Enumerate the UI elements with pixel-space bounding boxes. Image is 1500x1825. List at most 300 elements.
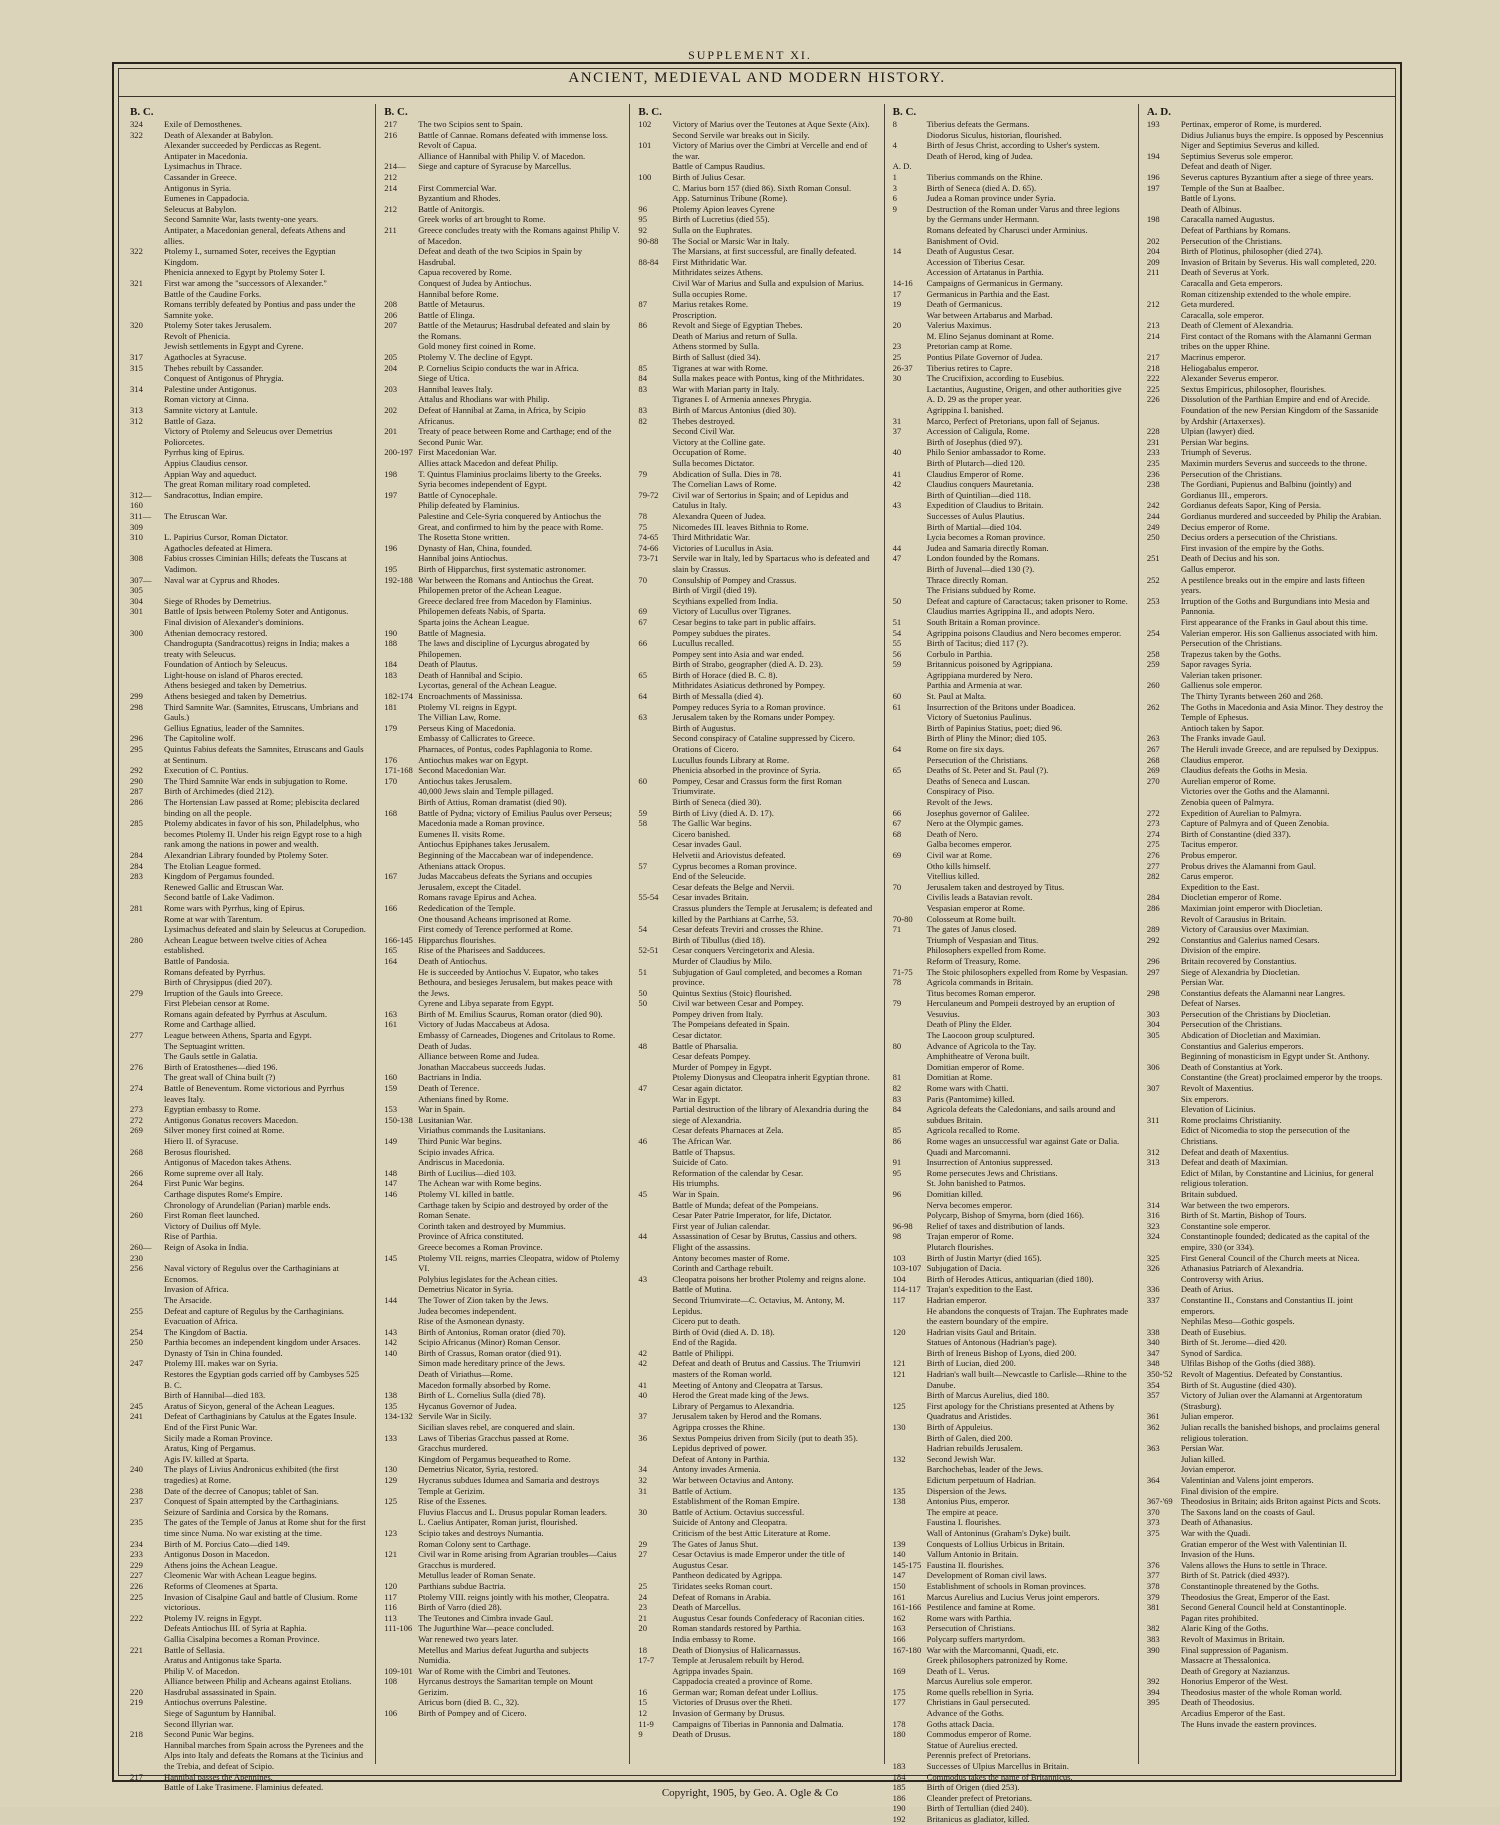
entry-year bbox=[893, 1517, 927, 1528]
entry-year bbox=[130, 1051, 164, 1062]
entry-year bbox=[384, 1242, 418, 1253]
entry-text: Birth of St. Augustine (died 430). bbox=[1180, 1379, 1297, 1390]
entry-text: Polycarp suffers martyrdom. bbox=[926, 1633, 1026, 1644]
history-entry bbox=[384, 723, 621, 734]
entry-text: Romans terribly defeated by Pontius and pass under the Samnite yoke. bbox=[164, 299, 356, 320]
entry-year bbox=[130, 447, 164, 458]
history-entry bbox=[893, 892, 1130, 903]
entry-year bbox=[893, 490, 927, 501]
history-entry bbox=[130, 1570, 367, 1581]
entry-year: 283 bbox=[130, 871, 143, 882]
history-entry bbox=[638, 617, 875, 628]
entry-text: The African War. bbox=[672, 1136, 732, 1146]
history-entry bbox=[638, 1094, 875, 1105]
entry-text: Sulla makes peace with Pontus, king of the Mithridates. bbox=[672, 373, 865, 384]
history-entry bbox=[384, 490, 621, 501]
history-entry bbox=[893, 193, 1130, 204]
entry-year: 11-9 bbox=[638, 1718, 654, 1729]
history-entry bbox=[1147, 967, 1384, 978]
entry-year bbox=[638, 1221, 672, 1232]
entry-text: The Villian Law, Rome. bbox=[418, 712, 501, 723]
entry-text: Battle of Pandosia. bbox=[164, 955, 230, 966]
history-entry bbox=[893, 1327, 1130, 1338]
history-entry bbox=[638, 1104, 875, 1125]
entry-text: The Etolian League formed. bbox=[164, 860, 261, 871]
entry-year: 9 bbox=[638, 1729, 643, 1740]
entry-year bbox=[130, 1655, 164, 1666]
entry-text: Rise of the Essenes. bbox=[418, 1496, 487, 1507]
entry-year: 60 bbox=[638, 775, 647, 786]
entry-year bbox=[384, 967, 418, 999]
entry-year bbox=[384, 744, 418, 755]
history-entry bbox=[638, 1041, 875, 1052]
entry-year bbox=[638, 956, 672, 967]
entry-text: Battle of the Caudine Forks. bbox=[164, 288, 262, 299]
history-entry bbox=[893, 1041, 1130, 1052]
history-entry bbox=[1147, 522, 1384, 533]
history-entry bbox=[1147, 1676, 1384, 1687]
entry-year: 139 bbox=[892, 1538, 906, 1549]
era-heading: A. D. bbox=[1146, 106, 1171, 118]
entry-year: 298 bbox=[130, 701, 143, 712]
entry-year: 182-174 bbox=[384, 691, 413, 702]
entry-text: Battle of Cannae. Romans defeated with immense loss. bbox=[418, 129, 608, 140]
history-entry bbox=[130, 871, 367, 882]
entry-year bbox=[893, 839, 927, 850]
history-entry bbox=[1147, 1210, 1384, 1221]
history-entry bbox=[1147, 1051, 1384, 1062]
history-entry bbox=[638, 1390, 875, 1401]
entry-year bbox=[893, 1443, 927, 1454]
entry-text: Lusitanian War. bbox=[418, 1114, 473, 1125]
history-entry bbox=[638, 543, 875, 554]
history-entry bbox=[893, 532, 1130, 543]
entry-year bbox=[384, 1157, 418, 1168]
history-entry bbox=[384, 246, 621, 267]
history-entry bbox=[130, 1136, 367, 1147]
history-entry bbox=[130, 638, 367, 659]
entry-year: 322 bbox=[130, 246, 143, 257]
history-entry bbox=[130, 1242, 367, 1263]
history-entry bbox=[893, 1570, 1130, 1581]
entry-year bbox=[130, 225, 164, 246]
entry-year bbox=[130, 998, 164, 1009]
history-entry bbox=[130, 479, 367, 490]
entry-text: Carthage taken by Scipio and destroyed by order of the Roman Senate. bbox=[418, 1199, 608, 1221]
entry-year: 301 bbox=[130, 606, 143, 617]
history-entry bbox=[893, 1772, 1130, 1783]
entry-year bbox=[130, 638, 164, 659]
entry-year bbox=[638, 183, 672, 194]
history-entry bbox=[638, 712, 875, 723]
entry-text: Birth of Seneca (died A. D. 65). bbox=[926, 182, 1037, 193]
history-entry bbox=[384, 1443, 621, 1454]
entry-year bbox=[893, 1200, 927, 1211]
history-entry bbox=[130, 341, 367, 352]
entry-text: One thousand Acheans imprisoned at Rome. bbox=[418, 913, 571, 924]
entry-year: 282 bbox=[1146, 871, 1160, 882]
history-entry bbox=[130, 818, 367, 850]
entry-year bbox=[384, 1422, 418, 1433]
entry-text: Reformation of the calendar by Cesar. bbox=[672, 1167, 804, 1178]
entry-year bbox=[893, 1306, 927, 1327]
entry-year bbox=[638, 331, 672, 342]
history-entry bbox=[1147, 1464, 1384, 1475]
entry-text: Invasion of the Huns. bbox=[1180, 1549, 1255, 1560]
history-entry bbox=[893, 1306, 1130, 1327]
entry-year: 179 bbox=[384, 722, 398, 733]
entry-year bbox=[893, 1348, 927, 1359]
history-entry bbox=[384, 691, 621, 702]
entry-text: Probus drives the Alamanni from Gaul. bbox=[1180, 860, 1316, 871]
entry-text: Bactrians in India. bbox=[418, 1072, 482, 1083]
history-entry bbox=[384, 1613, 621, 1624]
entry-text: Third Mithridatic War. bbox=[672, 532, 751, 543]
entry-year: 91 bbox=[892, 1157, 902, 1168]
entry-text: Successes of Aulus Plautius. bbox=[926, 510, 1025, 521]
entry-year bbox=[1147, 1274, 1181, 1285]
history-entry bbox=[893, 1433, 1130, 1444]
entry-text: Cleander prefect of Pretorians. bbox=[926, 1792, 1033, 1803]
entry-year: 214 bbox=[1146, 330, 1160, 341]
entry-text: Scipio Africanus (Minor) Roman Censor. bbox=[418, 1337, 561, 1348]
entry-year: 202 bbox=[384, 405, 398, 416]
history-entry bbox=[638, 532, 875, 543]
entry-year bbox=[130, 204, 164, 215]
entry-year: 56 bbox=[892, 648, 902, 659]
entry-text: Dissolution of the Parthian Empire and end of Arecide. bbox=[1180, 394, 1371, 405]
entry-text: Accession of Caligula, Rome. bbox=[926, 426, 1030, 437]
entry-year: 166 bbox=[892, 1633, 906, 1644]
entry-text: Victory of Marius over the Cimbri at Vercelle and end of the war. bbox=[672, 140, 868, 161]
history-entry bbox=[638, 119, 875, 130]
entry-text: Birth of Marcus Antonius (died 30). bbox=[672, 405, 797, 416]
history-entry bbox=[1147, 1687, 1384, 1698]
history-entry bbox=[130, 628, 367, 639]
history-entry bbox=[1147, 649, 1384, 660]
entry-text: Valens allows the Huns to settle in Thrace. bbox=[1180, 1559, 1328, 1570]
entry-text: Hannibal before Rome. bbox=[418, 288, 499, 299]
entry-text: Capua recovered by Rome. bbox=[418, 267, 512, 278]
history-entry bbox=[384, 193, 621, 204]
entry-text: Philosophers expelled from Rome. bbox=[926, 945, 1046, 956]
entry-text: War with Marian party in Italy. bbox=[672, 383, 780, 394]
entry-year bbox=[384, 1041, 418, 1052]
history-entry bbox=[384, 1422, 621, 1433]
entry-year: 161 bbox=[892, 1591, 906, 1602]
entry-year: 269 bbox=[1146, 765, 1160, 776]
history-entry bbox=[130, 447, 367, 458]
entry-year bbox=[638, 394, 672, 405]
history-entry bbox=[130, 1411, 367, 1422]
history-entry bbox=[638, 1475, 875, 1486]
entry-year bbox=[1147, 1041, 1181, 1052]
entry-year bbox=[1147, 638, 1181, 649]
entry-year: 323 bbox=[1146, 1220, 1160, 1231]
entry-year: 289 bbox=[1146, 924, 1160, 935]
history-entry bbox=[893, 723, 1130, 734]
entry-year bbox=[1147, 617, 1181, 628]
entry-text: Aratus of Sicyon, general of the Achean Leagues. bbox=[164, 1400, 335, 1411]
entry-year bbox=[130, 670, 164, 681]
history-entry bbox=[893, 702, 1130, 713]
history-entry bbox=[638, 659, 875, 670]
entry-text: Sicily made a Roman Province. bbox=[164, 1432, 273, 1443]
entry-text: Decius emperor of Rome. bbox=[1180, 521, 1270, 532]
history-entry bbox=[638, 363, 875, 374]
entry-year bbox=[638, 1210, 672, 1221]
entry-text: Defeat and capture of Caractacus; taken prisoner to Rome. bbox=[926, 595, 1128, 606]
entry-text: T. Quintus Flaminius proclaims liberty to the Greeks. bbox=[418, 468, 602, 479]
history-entry bbox=[893, 373, 1130, 384]
history-entry bbox=[893, 967, 1130, 978]
entry-text: Defeat and death of Maxentius. bbox=[1180, 1146, 1289, 1157]
entry-text: Allies attack Macedon and defeat Philip. bbox=[418, 458, 559, 468]
entry-text: War between the Romans and Antiochus the Great. bbox=[418, 574, 594, 585]
history-entry bbox=[893, 204, 1130, 225]
entry-text: Second battle of Lake Vadimon. bbox=[164, 892, 275, 903]
entry-text: Death of Nero. bbox=[926, 828, 978, 839]
entry-text: Judea becomes independent. bbox=[418, 1305, 517, 1316]
entry-year: 95 bbox=[892, 1167, 902, 1178]
history-entry bbox=[384, 1221, 621, 1232]
entry-text: Marcus Aurelius and Lucius Verus joint emperors. bbox=[926, 1591, 1100, 1602]
entry-year: 325 bbox=[1146, 1252, 1160, 1263]
history-entry bbox=[384, 1253, 621, 1274]
entry-year: 312 bbox=[130, 415, 143, 426]
entry-year: 231 bbox=[1146, 436, 1160, 447]
entry-text: The Teutones and Cimbra invade Gaul. bbox=[418, 1612, 553, 1623]
entry-text: Diocletian emperor of Rome. bbox=[1180, 892, 1282, 903]
history-entry bbox=[893, 733, 1130, 744]
entry-year bbox=[893, 1433, 927, 1444]
entry-text: Romans defeated by Pyrrhus. bbox=[164, 966, 266, 977]
entry-text: Antonius Pius, emperor. bbox=[926, 1496, 1010, 1507]
entry-text: Birth of St. Martin, Bishop of Tours. bbox=[1180, 1210, 1307, 1221]
entry-text: Antony invades Armenia. bbox=[672, 1464, 761, 1475]
history-entry bbox=[638, 1676, 875, 1687]
entry-text: Battle of Pharsalia. bbox=[672, 1040, 739, 1051]
entry-text: Birth of Lucretius (died 55). bbox=[672, 214, 770, 225]
entry-text: Athens joins the Achean League. bbox=[164, 1559, 278, 1570]
history-entry bbox=[384, 712, 621, 723]
history-entry bbox=[638, 575, 875, 586]
history-entry bbox=[384, 892, 621, 903]
entry-year: 50 bbox=[638, 998, 647, 1009]
entry-year: 64 bbox=[638, 691, 647, 702]
history-entry bbox=[638, 1623, 875, 1634]
history-entry bbox=[384, 861, 621, 872]
entry-year: 324 bbox=[1146, 1231, 1160, 1242]
history-entry bbox=[130, 776, 367, 787]
entry-year: 277 bbox=[1146, 860, 1160, 871]
entry-year: 134-132 bbox=[384, 1411, 413, 1422]
history-entry bbox=[130, 786, 367, 797]
entry-year: 70-80 bbox=[892, 913, 913, 924]
history-entry bbox=[384, 469, 621, 480]
entry-year: 255 bbox=[130, 1305, 143, 1316]
history-entry bbox=[130, 670, 367, 681]
entry-text: Cesar invades Britain. bbox=[672, 892, 749, 903]
history-entry bbox=[893, 585, 1130, 596]
entry-text: Birth of Justin Martyr (died 165). bbox=[926, 1252, 1042, 1263]
entry-year: 88-84 bbox=[638, 256, 659, 267]
entry-text: Agricola recalled to Rome. bbox=[926, 1125, 1020, 1136]
entry-text: Valerius Maximus. bbox=[926, 320, 992, 331]
history-entry bbox=[638, 1221, 875, 1232]
entry-text: Successes of Ulpius Marcellus in Britain. bbox=[926, 1761, 1069, 1772]
history-entry bbox=[384, 1348, 621, 1359]
entry-year: 75 bbox=[638, 521, 647, 532]
entry-year: 364 bbox=[1146, 1475, 1160, 1485]
entry-text: Marcus Aurelius sole emperor. bbox=[926, 1676, 1033, 1687]
entry-text: Lycortas, general of the Achean League. bbox=[418, 680, 557, 691]
entry-year: 249 bbox=[1146, 521, 1160, 532]
entry-text: Constantine sole emperor. bbox=[1180, 1220, 1271, 1231]
entry-text: Gallienus sole emperor. bbox=[1180, 680, 1263, 691]
entry-year bbox=[130, 373, 164, 384]
entry-year bbox=[893, 522, 927, 533]
entry-text: Edictum perpetuum of Hadrian. bbox=[926, 1475, 1036, 1485]
entry-text: First Macedonian War. bbox=[418, 447, 497, 458]
entry-text: Agathocles at Syracuse. bbox=[164, 352, 247, 363]
history-entry bbox=[638, 1655, 875, 1666]
entry-text: Battle of Philippi. bbox=[672, 1347, 734, 1358]
history-entry bbox=[638, 1549, 875, 1570]
entry-text: Agrippina I. banished. bbox=[926, 405, 1004, 416]
entry-year: A. D. bbox=[892, 161, 912, 172]
entry-year bbox=[638, 267, 672, 278]
history-entry bbox=[893, 1094, 1130, 1105]
entry-year: 308 bbox=[130, 553, 143, 564]
entry-year bbox=[130, 1666, 164, 1677]
entry-text: Gallia Cisalpina becomes a Roman Province. bbox=[164, 1633, 320, 1644]
history-entry bbox=[893, 988, 1130, 999]
history-entry bbox=[1147, 1030, 1384, 1041]
entry-text: Hannibal leaves Italy. bbox=[418, 383, 493, 394]
history-entry bbox=[130, 1539, 367, 1550]
entry-text: Restores the Egyptian gods carried off by Cambyses 525 B. C. bbox=[164, 1369, 360, 1390]
history-entry bbox=[130, 151, 367, 162]
entry-year bbox=[384, 1221, 418, 1232]
history-entry bbox=[384, 1041, 621, 1052]
history-entry bbox=[638, 638, 875, 649]
entry-text: The Crucifixion, according to Eusebius. bbox=[926, 373, 1065, 384]
entry-year: 277 bbox=[130, 1030, 143, 1041]
history-entry bbox=[1147, 447, 1384, 458]
entry-year: 165 bbox=[384, 945, 398, 956]
entry-text: Death of Alexander at Babylon. bbox=[164, 129, 274, 140]
entry-text: Birth of Pliny the Minor; died 105. bbox=[926, 733, 1047, 744]
history-entry bbox=[638, 1517, 875, 1528]
history-entry bbox=[893, 1507, 1130, 1518]
history-entry bbox=[638, 172, 875, 183]
entry-year bbox=[1147, 130, 1181, 151]
history-entry bbox=[1147, 935, 1384, 946]
entry-year bbox=[130, 1708, 164, 1719]
entry-year bbox=[893, 1210, 927, 1221]
entry-year bbox=[638, 447, 672, 458]
entry-text: Victories over the Goths and the Alamanni. bbox=[1180, 786, 1330, 797]
entry-text: Hycanus Governor of Judea. bbox=[418, 1400, 517, 1411]
entry-year bbox=[384, 246, 418, 267]
history-entry bbox=[130, 543, 367, 554]
history-entry bbox=[384, 1666, 621, 1677]
entry-text: Agricola commands in Britain. bbox=[926, 977, 1034, 988]
history-entry bbox=[638, 606, 875, 617]
entry-text: End of the Ragida. bbox=[672, 1337, 737, 1348]
entry-year: 23 bbox=[638, 1602, 647, 1613]
entry-text: Herculaneum and Pompeii destroyed by an eruption of Vesuvius. bbox=[926, 998, 1115, 1019]
entry-text: Victory of Marius over the Teutones at Aque Sexte (Aix). bbox=[672, 119, 870, 129]
history-entry bbox=[893, 352, 1130, 363]
entry-year: 78 bbox=[892, 977, 902, 988]
history-entry bbox=[1147, 924, 1384, 935]
entry-text: Cleomenic War with Achean League begins. bbox=[164, 1570, 317, 1581]
history-entry bbox=[384, 341, 621, 352]
entry-year: 74-66 bbox=[638, 542, 659, 553]
history-entry bbox=[893, 945, 1130, 956]
entry-text: Orations of Cicero. bbox=[672, 744, 739, 755]
entry-text: Rome wars with Parthia. bbox=[926, 1612, 1012, 1623]
entry-text: The great Roman military road completed. bbox=[164, 479, 311, 490]
history-entry bbox=[130, 1433, 367, 1444]
entry-text: Augustus Cesar founds Confederacy of Raconian cities. bbox=[672, 1612, 865, 1623]
entry-year: 229 bbox=[130, 1559, 143, 1570]
entry-text: Final division of Alexander's dominions. bbox=[164, 616, 304, 627]
history-entry bbox=[130, 1062, 367, 1073]
entry-text: Crassus plunders the Temple at Jerusalem; is defeated and killed by the Parthians at Carrhe, 53. bbox=[672, 902, 873, 924]
entry-text: Division of the empire. bbox=[1180, 945, 1261, 956]
column-4 bbox=[885, 104, 1139, 1824]
entry-year bbox=[1147, 797, 1181, 808]
entry-year: 6 bbox=[892, 193, 897, 204]
history-entry bbox=[130, 882, 367, 893]
entry-text: Decius orders a persecution of the Christians. bbox=[1180, 532, 1338, 543]
entry-year bbox=[638, 1666, 672, 1677]
entry-year: 378 bbox=[1146, 1580, 1160, 1591]
entry-text: Reforms of Cleomenes at Sparta. bbox=[164, 1580, 278, 1591]
entry-text: Pretorian camp at Rome. bbox=[926, 341, 1013, 352]
entry-text: Establishment of schools in Roman provinces. bbox=[926, 1580, 1087, 1591]
history-entry bbox=[1147, 1295, 1384, 1316]
entry-year bbox=[1147, 1051, 1181, 1062]
entry-year bbox=[638, 628, 672, 639]
history-entry bbox=[130, 1772, 367, 1783]
entry-year: 147 bbox=[892, 1570, 906, 1581]
entry-text: Encroachments of Massinissa. bbox=[418, 691, 523, 702]
history-entry bbox=[638, 469, 875, 480]
history-entry bbox=[638, 1528, 875, 1539]
history-entry bbox=[384, 1369, 621, 1380]
entry-year bbox=[638, 903, 672, 924]
entry-year: 145 bbox=[384, 1252, 398, 1263]
history-entry bbox=[130, 914, 367, 925]
entry-year: 61 bbox=[892, 701, 902, 712]
history-entry bbox=[893, 882, 1130, 893]
entry-year bbox=[893, 733, 927, 744]
history-entry bbox=[638, 1327, 875, 1338]
entry-text: Jonathan Maccabeus succeeds Judas. bbox=[418, 1061, 546, 1072]
history-entry bbox=[638, 765, 875, 776]
entry-text: Sapor ravages Syria. bbox=[1180, 659, 1252, 670]
entry-text: Birth of Seneca (died 30). bbox=[672, 797, 762, 807]
entry-year bbox=[384, 532, 418, 543]
history-entry bbox=[893, 1030, 1130, 1041]
entry-text: Roman victory at Cinna. bbox=[164, 394, 249, 405]
entry-text: Dispersion of the Jews. bbox=[926, 1485, 1007, 1496]
entry-year: 274 bbox=[130, 1083, 143, 1094]
